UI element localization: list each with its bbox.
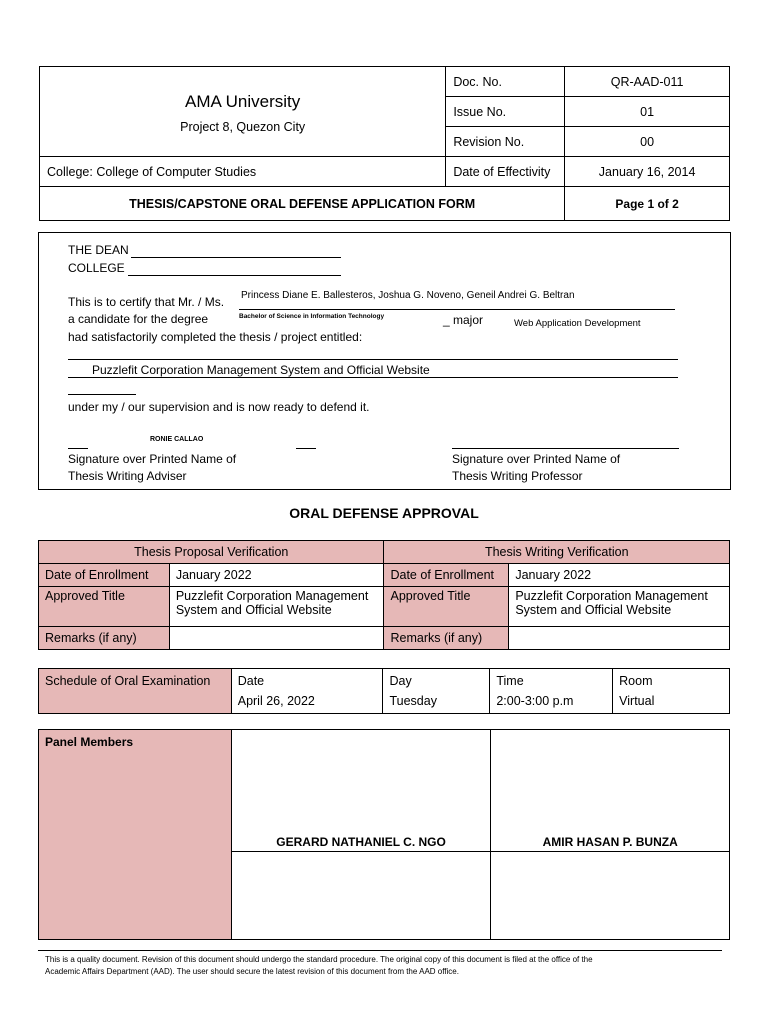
room-label: Room [619, 674, 653, 688]
adviser-line-right [296, 448, 316, 449]
panel-member-2: AMIR HASAN P. BUNZA [491, 730, 730, 852]
page-indicator: Page 1 of 2 [565, 187, 730, 221]
proposal-remarks-value[interactable] [169, 627, 384, 650]
panel-label: Panel Members [39, 730, 232, 940]
major-label: major [453, 313, 484, 327]
date-label: Date [237, 674, 265, 688]
professor-sig-line1: Signature over Printed Name of [452, 452, 621, 466]
approval-section-title: ORAL DEFENSE APPROVAL [289, 505, 479, 521]
issue-no-label: Issue No. [446, 97, 565, 127]
proposal-enrollment-value: January 2022 [169, 564, 384, 587]
writing-title-line1: Puzzlefit Corporation Management [515, 589, 708, 603]
writing-title-line2: System and Official Website [515, 603, 672, 617]
panel-member-1: GERARD NATHANIEL C. NGO [231, 730, 491, 852]
proposal-remarks-label: Remarks (if any) [39, 627, 170, 650]
major-value: Web Application Development [514, 318, 641, 329]
issue-no-value: 01 [565, 97, 730, 127]
doc-no-label: Doc. No. [446, 67, 565, 97]
dean-label: THE DEAN [68, 243, 129, 257]
professor-line [452, 448, 679, 449]
certify-text: This is to certify that Mr. / Ms. [68, 295, 225, 309]
document-header-table [39, 66, 730, 221]
time-value: 2:00-3:00 p.m [496, 694, 574, 708]
day-value: Tuesday [389, 694, 437, 708]
time-label: Time [496, 674, 524, 688]
doc-no-value: QR-AAD-011 [565, 67, 730, 97]
proposal-enrollment-label: Date of Enrollment [39, 564, 170, 587]
degree-value: Bachelor of Science in Information Technology [239, 313, 385, 320]
schedule-label: Schedule of Oral Examination [39, 669, 232, 714]
university-cell [40, 67, 446, 157]
schedule-date-cell [231, 669, 383, 714]
writing-remarks-label: Remarks (if any) [384, 627, 509, 650]
title-line-3 [68, 394, 136, 395]
supervision-text: under my / our supervision and is now ready to defend it. [68, 400, 370, 414]
adviser-sig-line1: Signature over Printed Name of [68, 452, 237, 466]
proposal-title-label: Approved Title [39, 587, 170, 627]
candidate-text: a candidate for the degree [68, 312, 209, 326]
footer-note [45, 954, 725, 978]
room-value: Virtual [619, 694, 655, 708]
proposal-title-value [169, 587, 384, 627]
verification-table [38, 540, 730, 650]
panel-member-3-cell[interactable] [231, 852, 491, 940]
form-title: THESIS/CAPSTONE ORAL DEFENSE APPLICATION FORM [40, 187, 565, 221]
panel-members-table [38, 729, 730, 940]
writing-header: Thesis Writing Verification [384, 541, 730, 564]
university-address: Project 8, Quezon City [180, 119, 306, 134]
completed-text: had satisfactorily completed the thesis / project entitled: [68, 330, 363, 344]
title-line-1 [68, 359, 678, 360]
adviser-line-left [68, 448, 88, 449]
dean-line [131, 257, 341, 258]
date-value: April 26, 2022 [237, 694, 315, 708]
students-line [239, 309, 675, 310]
writing-title-label: Approved Title [384, 587, 509, 627]
proposal-title-line1: Puzzlefit Corporation Management [175, 589, 369, 603]
footer-rule [38, 950, 722, 951]
day-label: Day [389, 674, 412, 688]
panel-member-4-cell[interactable] [491, 852, 730, 940]
proposal-header: Thesis Proposal Verification [39, 541, 384, 564]
college-line [128, 275, 341, 276]
thesis-title: Puzzlefit Corporation Management System and Official Website [92, 363, 430, 377]
student-names: Princess Diane E. Ballesteros, Joshua G. Noveno, Geneil Andrei G. Beltran [241, 290, 575, 301]
schedule-room-cell [613, 669, 730, 714]
footer-line-1: This is a quality document. Revision of this document should undergo the standard procedure. The original copy of this document is filed at the office of the [45, 955, 593, 964]
effectivity-label: Date of Effectivity [446, 157, 565, 187]
adviser-sig-line2: Thesis Writing Adviser [68, 469, 187, 483]
certification-box: THE DEAN COLLEGE This is to certify that Mr. / Ms. Princess Diane E. Ballesteros, Joshua G. Noveno, Geneil Andrei G. Beltran a candidate for the degree Bachelor of Science in Information Technology _ major Web Application Development had satisfactorily completed the thesis / project entitled: Puzzlefit Corporation Management System and Official Website under my / our supervision and is now ready to defend it. RONIE CALLAO Signature over Printed Name of Thesis Writing Adviser Signature over Printed Name of Thesis Writing Professor [38, 232, 731, 490]
revision-no-value: 00 [565, 127, 730, 157]
writing-enrollment-value: January 2022 [509, 564, 730, 587]
title-line-2 [68, 377, 678, 378]
writing-remarks-value[interactable] [509, 627, 730, 650]
effectivity-value: January 16, 2014 [565, 157, 730, 187]
university-name: AMA University [185, 91, 301, 111]
schedule-day-cell [383, 669, 490, 714]
schedule-table [38, 668, 730, 714]
professor-sig-line2: Thesis Writing Professor [452, 469, 583, 483]
revision-no-label: Revision No. [446, 127, 565, 157]
schedule-time-cell [490, 669, 613, 714]
adviser-name: RONIE CALLAO [150, 436, 204, 443]
college-cell: College: College of Computer Studies [40, 157, 446, 187]
proposal-title-line2: System and Official Website [175, 603, 332, 617]
college-label: COLLEGE [68, 261, 125, 275]
writing-title-value [509, 587, 730, 627]
footer-line-2: Academic Affairs Department (AAD). The user should secure the latest revision of this document from the AAD office. [45, 967, 459, 976]
writing-enrollment-label: Date of Enrollment [384, 564, 509, 587]
